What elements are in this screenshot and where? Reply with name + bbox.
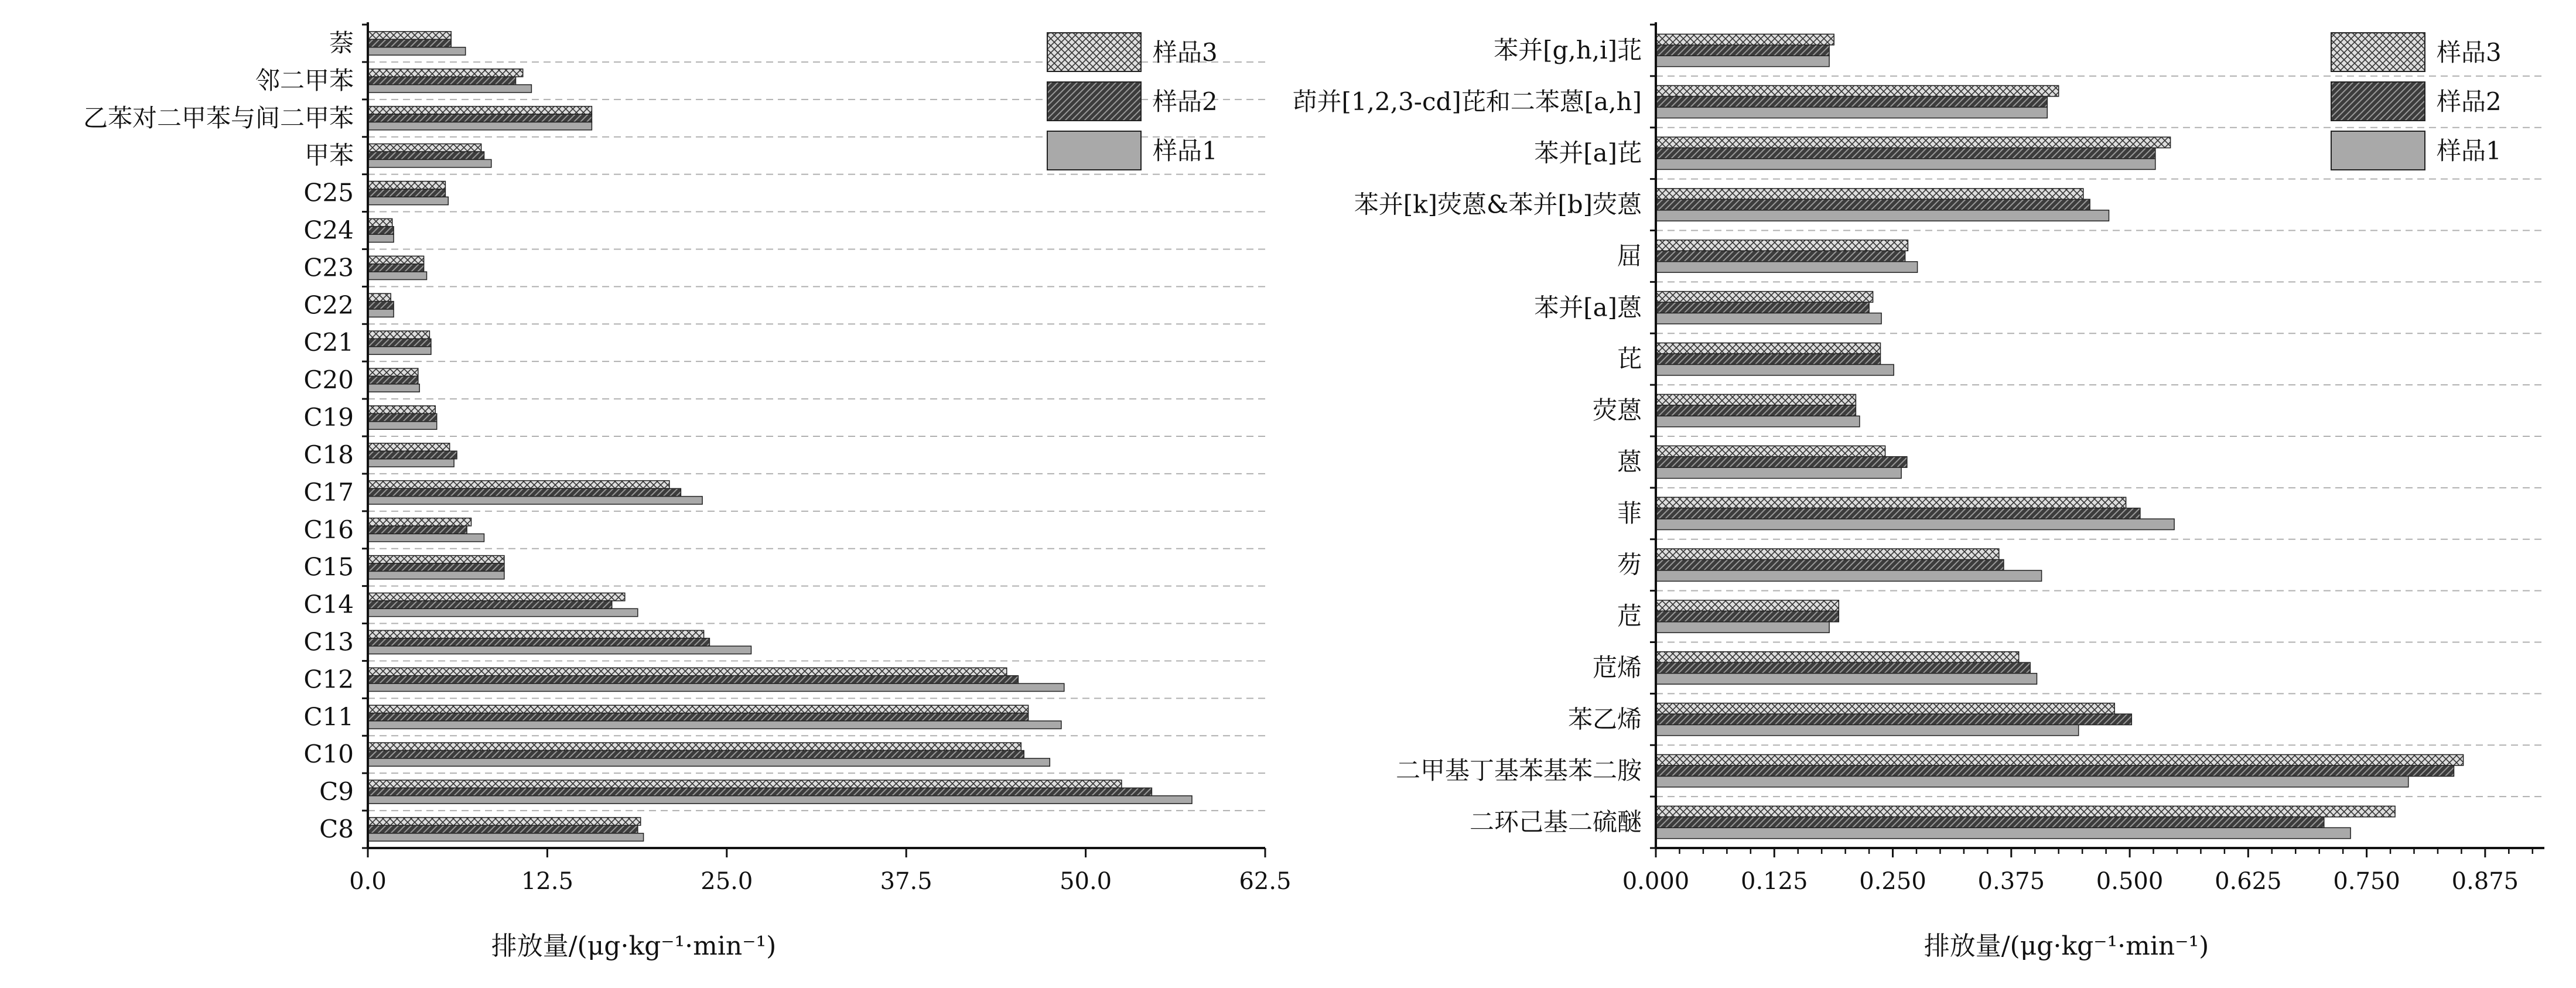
right-x-tick-label: 0.750 [2333,868,2400,895]
left-bar-3-1 [368,85,531,93]
right-bar-1-5 [1656,292,1873,302]
left-category-label: C23 [303,253,354,282]
right-legend-label-2: 样品2 [2437,87,2502,116]
left-category-label: C22 [303,290,354,320]
left-bar-2-3 [368,152,484,159]
right-bar-3-4 [1656,262,1918,273]
left-bar-2-9 [368,376,418,384]
right-legend-swatch-1 [2331,33,2425,71]
left-bar-2-14 [368,563,504,571]
right-bar-3-15 [1656,828,2350,839]
right-bar-1-11 [1656,600,1839,611]
left-bar-1-12 [368,481,669,488]
left-bar-3-10 [368,422,437,429]
left-bar-1-2 [368,107,592,114]
left-bar-1-19 [368,743,1021,750]
left-bar-3-4 [368,197,448,204]
left-bar-2-6 [368,264,424,272]
right-bar-3-10 [1656,570,2042,582]
left-legend-label-1: 样品3 [1153,38,1218,67]
left-bar-2-15 [368,601,612,608]
right-bar-3-5 [1656,313,1881,324]
left-bar-3-2 [368,122,592,130]
right-x-tick-label: 0.250 [1859,868,1926,895]
left-bar-2-21 [368,825,638,833]
right-bar-1-6 [1656,343,1881,354]
left-category-labels [83,29,354,843]
left-bar-3-12 [368,497,702,504]
right-bar-3-8 [1656,467,1901,478]
left-bar-1-3 [368,144,481,152]
right-x-tick-label: 0.375 [1977,868,2045,895]
left-bar-2-20 [368,788,1152,795]
left-category-label: C10 [303,740,354,769]
left-legend-swatch-3 [1047,131,1141,170]
right-bar-2-9 [1656,508,2140,519]
right-x-tick-label: 0.500 [2096,868,2164,895]
right-bar-3-11 [1656,622,1829,633]
right-bar-2-3 [1656,199,2090,210]
right-x-tick-label: 0.000 [1622,868,1690,895]
left-category-label: 萘 [329,29,354,57]
left-bar-2-2 [368,114,592,122]
right-category-label: 荧蒽 [1592,396,1642,425]
right-bar-3-7 [1656,416,1860,427]
left-bar-3-20 [368,796,1192,804]
left-category-label: C18 [303,440,354,469]
left-legend [1047,33,1218,170]
left-x-tick-label: 37.5 [880,868,932,895]
right-category-label: 苯乙烯 [1567,705,1642,734]
left-bar-1-21 [368,818,641,825]
left-bar-2-19 [368,751,1024,758]
left-bar-1-9 [368,368,418,376]
right-bar-1-2 [1656,137,2171,148]
right-bar-2-15 [1656,817,2324,828]
left-bar-3-16 [368,646,751,654]
right-bar-2-12 [1656,662,2030,674]
left-bar-1-1 [368,69,523,77]
right-bar-2-4 [1656,251,1905,262]
left-bar-3-8 [368,347,431,354]
left-category-label: C9 [319,777,354,806]
left-bar-3-0 [368,47,466,55]
right-legend-swatch-3 [2331,131,2425,170]
right-category-label: 二环己基二硫醚 [1469,808,1642,837]
left-category-label: C14 [303,590,354,619]
left-category-label: 甲苯 [304,141,354,170]
left-bar-1-4 [368,182,445,189]
right-bar-1-8 [1656,446,1885,457]
left-legend-label-2: 样品2 [1153,87,1218,116]
right-bar-3-6 [1656,364,1894,375]
right-bar-1-9 [1656,497,2126,508]
left-bar-3-3 [368,159,491,167]
right-bar-3-0 [1656,56,1829,67]
right-category-labels [1293,36,1642,836]
right-bar-3-3 [1656,210,2109,221]
left-x-tick-label: 25.0 [701,868,753,895]
left-bar-1-6 [368,256,424,264]
left-bar-3-5 [368,234,394,242]
left-category-label: C21 [303,328,354,357]
right-bar-2-7 [1656,405,1856,416]
right-bar-1-13 [1656,703,2114,714]
left-bar-2-12 [368,488,681,496]
left-category-label: C19 [303,403,354,432]
right-bar-1-15 [1656,806,2395,817]
left-category-label: C8 [319,815,354,843]
left-legend-swatch-2 [1047,82,1141,121]
left-legend-swatch-1 [1047,33,1141,71]
right-category-label: 苯并[a]芘 [1534,138,1642,167]
left-bar-1-16 [368,630,704,638]
left-bar-3-17 [368,683,1064,691]
right-bar-1-12 [1656,652,2019,663]
right-bar-1-4 [1656,240,1908,251]
left-bar-2-16 [368,638,709,646]
right-bar-3-14 [1656,776,2408,787]
left-x-tick-label: 50.0 [1060,868,1112,895]
left-category-label: C12 [303,665,354,694]
right-category-label: 苯并[a]蒽 [1534,293,1642,322]
left-bar-3-19 [368,758,1050,766]
left-legend-label-3: 样品1 [1153,136,1218,165]
left-category-label: 乙苯对二甲苯与间二甲苯 [83,103,354,132]
left-bar-3-21 [368,833,644,841]
left-category-label: C11 [303,702,354,731]
right-bar-2-10 [1656,560,2004,571]
left-bar-2-8 [368,339,431,347]
left-bar-3-18 [368,721,1061,729]
left-x-axis-title: 排放量/(μg·kg⁻¹·min⁻¹) [491,931,777,961]
left-category-label: 邻二甲苯 [255,66,354,95]
right-bar-1-10 [1656,549,1999,560]
left-bar-1-10 [368,406,435,413]
left-category-label: C25 [303,178,354,207]
left-bar-1-8 [368,331,429,339]
right-bar-1-0 [1656,34,1834,45]
right-bar-chart [1293,22,2544,961]
right-bar-2-14 [1656,765,2454,777]
left-bar-2-17 [368,676,1018,683]
right-bar-2-0 [1656,45,1829,56]
left-category-label: C17 [303,477,354,507]
right-x-tick-label: 0.125 [1741,868,1808,895]
left-bar-2-18 [368,713,1029,721]
right-bar-1-14 [1656,755,2464,766]
right-bar-2-1 [1656,97,2047,108]
left-bar-3-6 [368,272,427,279]
left-bar-1-20 [368,780,1122,788]
right-bar-3-12 [1656,674,2037,685]
right-bar-2-8 [1656,457,1907,468]
right-category-label: 苊 [1617,601,1642,631]
right-category-label: 茚并[1,2,3-cd]芘和二苯蒽[a,h] [1292,87,1642,116]
right-category-label: 芘 [1617,344,1642,374]
right-x-tick-label: 0.625 [2215,868,2282,895]
left-bar-2-4 [368,189,445,197]
right-category-label: 苯并[g,h,i]苝 [1494,35,1642,64]
right-legend-label-1: 样品3 [2437,38,2502,67]
left-bar-1-11 [368,443,450,451]
left-category-label: C24 [303,216,354,245]
right-bar-1-7 [1656,394,1856,405]
left-bar-1-13 [368,518,472,526]
right-category-label: 蒽 [1617,447,1642,476]
right-legend-label-3: 样品1 [2437,136,2502,165]
left-bar-3-14 [368,571,504,579]
left-bar-1-5 [368,218,392,226]
right-bar-3-9 [1656,519,2174,530]
left-bar-chart [83,22,1292,961]
right-bar-2-2 [1656,148,2155,159]
right-bar-3-13 [1656,725,2079,736]
right-bar-2-13 [1656,714,2131,725]
left-bar-3-13 [368,534,484,542]
left-bar-2-11 [368,451,457,459]
left-category-label: C13 [303,627,354,657]
right-category-label: 苊烯 [1592,653,1642,682]
right-bar-2-11 [1656,611,1839,622]
left-bar-2-5 [368,227,394,234]
left-x-tick-label: 12.5 [521,868,573,895]
left-x-tick-label: 0.0 [349,868,387,895]
left-bar-3-11 [368,459,454,467]
left-bar-2-10 [368,413,437,421]
left-grid [368,62,1265,848]
right-bar-1-3 [1656,189,2083,200]
right-bar-1-1 [1656,86,2059,97]
left-bar-1-15 [368,593,625,601]
left-category-label: C20 [303,365,354,395]
right-legend [2331,33,2502,170]
right-bar-2-6 [1656,354,1881,365]
left-bar-3-15 [368,608,638,616]
left-bar-2-0 [368,39,451,47]
right-category-label: 苯并[k]荧蒽&苯并[b]荧蒽 [1354,190,1642,219]
left-bar-2-7 [368,302,394,309]
right-bar-3-1 [1656,107,2047,118]
right-bar-2-5 [1656,302,1869,313]
left-bar-1-18 [368,705,1029,713]
left-category-label: C15 [303,552,354,582]
left-bar-1-17 [368,668,1007,675]
right-category-label: 二甲基丁基苯基苯二胺 [1395,756,1642,785]
right-category-label: 芴 [1617,550,1642,579]
right-x-axis-title: 排放量/(μg·kg⁻¹·min⁻¹) [1924,931,2209,961]
right-legend-swatch-2 [2331,82,2425,121]
left-bar-3-7 [368,309,394,317]
left-x-tick-label: 62.5 [1239,868,1292,895]
right-bar-3-2 [1656,159,2155,170]
right-x-tick-labels [1622,868,2519,895]
right-category-label: 菲 [1617,498,1642,528]
right-category-label: 屈 [1617,241,1642,271]
left-bar-1-0 [368,32,451,39]
left-category-label: C16 [303,515,354,544]
right-x-tick-label: 0.875 [2451,868,2519,895]
left-bar-3-9 [368,384,419,392]
left-x-tick-labels [349,868,1291,895]
left-bar-1-7 [368,293,391,301]
left-bar-2-1 [368,77,516,84]
left-bar-2-13 [368,526,467,534]
left-bar-1-14 [368,556,504,563]
